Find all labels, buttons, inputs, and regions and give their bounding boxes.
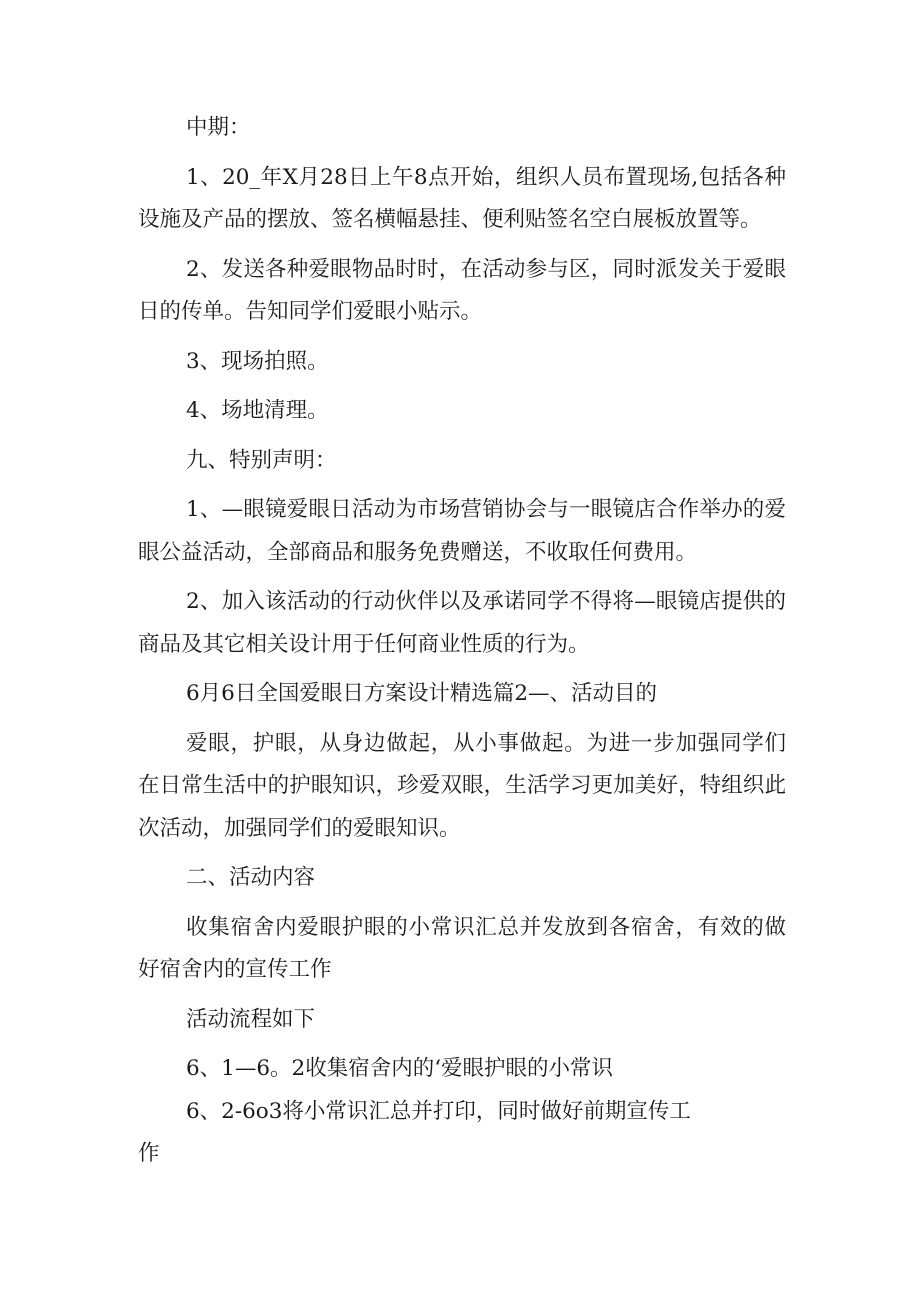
paragraph-photos: 3、现场拍照。 xyxy=(186,348,329,374)
paragraph-content: 收集宿舍内爱眼护眼的小常识汇总并发放到各宿舍，有效的做好宿舍内的宣传工作 xyxy=(138,914,786,982)
paragraph-step-1: 6、1—6。2收集宿舍内的‘爱眼护眼的小常识 xyxy=(186,1056,614,1081)
section-heading-process: 活动流程如下 xyxy=(186,1006,316,1032)
section-heading-plan-2: 6月6日全国爱眼日方案设计精选篇2—、活动目的 xyxy=(186,681,658,706)
paragraph-distribution: 2、发送各种爱眼物品时时，在活动参与区，同时派发关于爱眼日的传单。告知同学们爱眼小贴示。 xyxy=(138,256,786,324)
section-heading-midterm: 中期： xyxy=(186,115,251,140)
section-heading-statement: 九、特别声明： xyxy=(186,447,337,473)
paragraph-step-2-continuation: 作 xyxy=(138,1141,160,1166)
document-body xyxy=(138,107,786,1176)
paragraph-purpose: 爱眼，护眼，从身边做起，从小事做起。为进一步加强同学们在日常生活中的护眼知识，珍爱双眼，生活学习更加美好，特组织此次活动，加强同学们的爱眼知识。 xyxy=(138,730,786,841)
paragraph-step-2: 6、2-6o3将小常识汇总并打印，同时做好前期宣传工 xyxy=(186,1098,691,1124)
paragraph-statement-2: 2、加入该活动的行动伙伴以及承诺同学不得将—眼镜店提供的商品及其它相关设计用于任何商业性质的行为。 xyxy=(138,589,786,657)
paragraph-setup: 1、20_年X月28日上午8点开始，组织人员布置现场,包括各种设施及产品的摆放、签名横幅悬挂、便利贴签名空白展板放置等。 xyxy=(138,164,786,232)
paragraph-cleanup: 4、场地清理。 xyxy=(186,398,329,423)
paragraph-statement-1: 1、—眼镜爱眼日活动为市场营销协会与一眼镜店合作举办的爱眼公益活动，全部商品和服务免费赠送，不收取任何费用。 xyxy=(138,497,786,565)
section-heading-content: 二、活动内容 xyxy=(186,865,316,890)
